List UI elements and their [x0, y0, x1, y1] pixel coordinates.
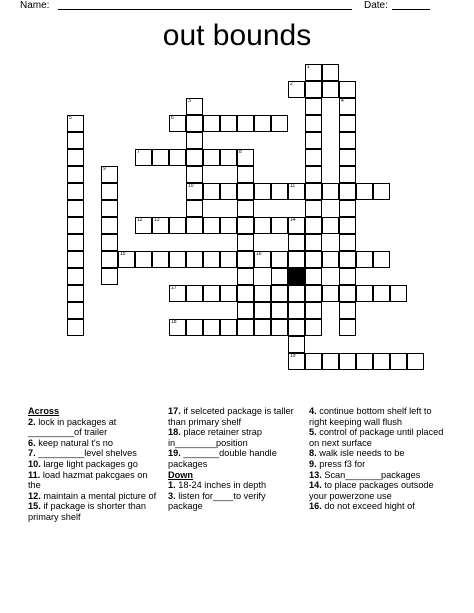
clue-item-text: listen for____to verify package — [168, 490, 266, 512]
clue-item-text: do not exceed hight of — [321, 501, 415, 512]
grid-cell[interactable] — [339, 200, 356, 217]
grid-cell[interactable] — [237, 183, 254, 200]
grid-cell[interactable] — [339, 319, 356, 336]
clue-item-number: 14. — [309, 480, 322, 491]
clue-item-number: 19. — [168, 448, 181, 459]
grid-cell[interactable] — [305, 149, 322, 166]
grid-cell[interactable] — [237, 251, 254, 268]
grid-cell[interactable] — [67, 302, 84, 319]
grid-cell[interactable] — [220, 183, 237, 200]
grid-cell[interactable] — [237, 217, 254, 234]
grid-cell[interactable] — [67, 149, 84, 166]
grid-cell[interactable] — [67, 234, 84, 251]
clue-item-number: 12. — [28, 490, 41, 501]
clue-item — [309, 470, 449, 481]
clue-item-number: 10. — [28, 458, 41, 469]
clue-number: 14 — [290, 217, 296, 223]
grid-cell[interactable] — [152, 217, 169, 234]
black-cell — [288, 268, 305, 285]
clue-item — [168, 427, 302, 448]
grid-cell[interactable] — [288, 319, 305, 336]
clue-item-text: lock in packages at _________of trailer — [28, 416, 117, 438]
clue-item-text: walk isle needs to be — [316, 448, 405, 459]
clue-item — [28, 491, 160, 502]
grid-cell[interactable] — [322, 81, 339, 98]
clue-item-number: 16. — [309, 501, 322, 512]
grid-cell[interactable] — [271, 115, 288, 132]
grid-cell[interactable] — [186, 132, 203, 149]
grid-cell[interactable] — [271, 217, 288, 234]
grid-cell[interactable] — [356, 353, 373, 370]
grid-cell[interactable] — [407, 353, 424, 370]
clue-number: 6 — [171, 115, 174, 121]
clue-number: 10 — [188, 183, 194, 189]
grid-cell[interactable] — [339, 183, 356, 200]
grid-cell[interactable] — [220, 285, 237, 302]
clue-item — [168, 491, 302, 512]
clue-item-text: place retainer strap in________position — [168, 427, 262, 448]
grid-cell[interactable] — [186, 217, 203, 234]
grid-cell[interactable] — [305, 98, 322, 115]
grid-cell[interactable] — [101, 217, 118, 234]
grid-cell[interactable] — [67, 166, 84, 183]
grid-cell[interactable] — [305, 183, 322, 200]
clue-item-number: 8. — [309, 448, 317, 459]
grid-cell[interactable] — [67, 319, 84, 336]
grid-cell[interactable] — [203, 115, 220, 132]
grid-cell[interactable] — [339, 217, 356, 234]
grid-cell[interactable] — [254, 302, 271, 319]
clue-number: 8 — [239, 149, 242, 155]
grid-cell[interactable] — [101, 234, 118, 251]
clue-item-number: 11. — [28, 469, 41, 480]
grid-cell[interactable] — [67, 285, 84, 302]
grid-cell[interactable] — [186, 200, 203, 217]
clue-number: 7 — [137, 149, 140, 155]
grid-cell[interactable] — [288, 285, 305, 302]
date-label: Date: — [364, 0, 388, 11]
grid-cell[interactable] — [322, 353, 339, 370]
grid-cell[interactable] — [339, 149, 356, 166]
grid-cell[interactable] — [203, 285, 220, 302]
grid-cell[interactable] — [67, 132, 84, 149]
grid-cell[interactable] — [135, 251, 152, 268]
grid-cell[interactable] — [305, 234, 322, 251]
clue-item — [168, 480, 302, 491]
clue-item-text: 18-24 inches in depth — [175, 480, 267, 491]
grid-cell[interactable] — [322, 285, 339, 302]
clue-item-text: keep natural t's no — [35, 437, 114, 448]
grid-cell[interactable] — [135, 149, 152, 166]
clue-item-number: 18. — [168, 427, 181, 438]
grid-cell[interactable] — [101, 200, 118, 217]
clue-number: 16 — [256, 251, 262, 257]
grid-cell[interactable] — [169, 149, 186, 166]
clue-item-text: control of package until placed on next surface — [309, 427, 444, 448]
grid-cell[interactable] — [373, 353, 390, 370]
grid-cell[interactable] — [101, 251, 118, 268]
grid-cell[interactable] — [271, 251, 288, 268]
clue-item — [309, 480, 449, 501]
grid-cell[interactable] — [271, 183, 288, 200]
grid-cell[interactable] — [101, 166, 118, 183]
clue-item — [28, 448, 160, 459]
grid-cell[interactable] — [288, 302, 305, 319]
grid-cell[interactable] — [305, 268, 322, 285]
clues-column-3 — [309, 406, 449, 512]
grid-cell[interactable] — [101, 183, 118, 200]
grid-cell[interactable] — [254, 251, 271, 268]
grid-cell[interactable] — [339, 115, 356, 132]
clue-item-number: 13. — [309, 469, 322, 480]
grid-cell[interactable] — [186, 166, 203, 183]
grid-cell[interactable] — [339, 166, 356, 183]
clue-item-number: 1. — [168, 480, 176, 491]
grid-cell[interactable] — [288, 81, 305, 98]
grid-cell[interactable] — [220, 149, 237, 166]
clue-item-number: 17. — [168, 406, 181, 416]
grid-cell[interactable] — [305, 302, 322, 319]
grid-cell[interactable] — [67, 217, 84, 234]
grid-cell[interactable] — [288, 353, 305, 370]
clue-number: 9 — [103, 166, 106, 172]
grid-cell[interactable] — [254, 217, 271, 234]
grid-cell[interactable] — [186, 251, 203, 268]
grid-cell[interactable] — [237, 115, 254, 132]
grid-cell[interactable] — [169, 115, 186, 132]
clue-item-text: press f3 for — [316, 458, 366, 469]
clue-item-number: 9. — [309, 458, 317, 469]
clue-number: 5 — [69, 115, 72, 121]
grid-cell[interactable] — [237, 285, 254, 302]
clue-item-text: Scan_______packages — [321, 469, 421, 480]
grid-cell[interactable] — [118, 251, 135, 268]
grid-cell[interactable] — [288, 183, 305, 200]
clue-item — [168, 406, 302, 427]
clue-item-text: continue bottom shelf left to right keeping wall flush — [309, 406, 432, 427]
grid-cell[interactable] — [169, 217, 186, 234]
clue-number: 18 — [171, 319, 177, 325]
grid-cell[interactable] — [305, 64, 322, 81]
clue-item-text: if selceted package is taller than primary shelf — [168, 406, 294, 427]
grid-cell[interactable] — [271, 285, 288, 302]
grid-cell[interactable] — [390, 285, 407, 302]
grid-cell[interactable] — [203, 183, 220, 200]
grid-cell[interactable] — [356, 251, 373, 268]
grid-cell[interactable] — [356, 183, 373, 200]
grid-cell[interactable] — [169, 251, 186, 268]
name-label: Name: — [20, 0, 50, 11]
grid-cell[interactable] — [220, 217, 237, 234]
clue-item-number: 5. — [309, 427, 317, 438]
clue-item-number: 4. — [309, 406, 317, 416]
grid-cell[interactable] — [220, 115, 237, 132]
clue-item-number: 3. — [168, 490, 176, 501]
grid-cell[interactable] — [288, 234, 305, 251]
grid-cell[interactable] — [339, 353, 356, 370]
clue-item — [168, 448, 302, 469]
grid-cell[interactable] — [152, 149, 169, 166]
grid-cell[interactable] — [288, 336, 305, 353]
clue-item-text: large light packages go — [40, 458, 138, 469]
grid-cell[interactable] — [203, 319, 220, 336]
clue-item-number: 6. — [28, 437, 36, 448]
grid-cell[interactable] — [339, 81, 356, 98]
grid-cell[interactable] — [271, 319, 288, 336]
clue-number: 4 — [341, 98, 344, 104]
clue-number: 19 — [290, 353, 296, 359]
clue-number: 12 — [137, 217, 143, 223]
grid-cell[interactable] — [373, 251, 390, 268]
grid-cell[interactable] — [288, 251, 305, 268]
clue-item-text: _________level shelves — [35, 448, 137, 459]
grid-cell[interactable] — [305, 217, 322, 234]
grid-cell[interactable] — [169, 285, 186, 302]
grid-cell[interactable] — [254, 285, 271, 302]
grid-cell[interactable] — [169, 319, 186, 336]
clue-item-number: 2. — [28, 416, 36, 427]
grid-cell[interactable] — [339, 251, 356, 268]
down-heading: Down — [168, 469, 194, 480]
grid-cell[interactable] — [339, 268, 356, 285]
grid-cell[interactable] — [237, 149, 254, 166]
clue-item-text: if package is shorter than primary shelf — [28, 501, 146, 522]
clue-item — [309, 427, 449, 448]
clue-item — [28, 417, 160, 438]
grid-cell[interactable] — [237, 268, 254, 285]
clue-item-text: to place packages outsode your powerzone use — [309, 480, 434, 501]
grid-cell[interactable] — [186, 115, 203, 132]
grid-cell[interactable] — [305, 166, 322, 183]
grid-cell[interactable] — [373, 183, 390, 200]
clues-column-2 — [168, 406, 302, 512]
grid-cell[interactable] — [237, 166, 254, 183]
grid-cell[interactable] — [305, 251, 322, 268]
grid-cell[interactable] — [271, 268, 288, 285]
clue-item-text: load hazmat pakcgaes on the — [28, 469, 148, 491]
grid-cell[interactable] — [67, 200, 84, 217]
grid-cell[interactable] — [339, 234, 356, 251]
clue-item-number: 15. — [28, 501, 41, 512]
grid-cell[interactable] — [237, 200, 254, 217]
grid-cell[interactable] — [186, 183, 203, 200]
grid-cell[interactable] — [135, 217, 152, 234]
grid-cell[interactable] — [203, 251, 220, 268]
grid-cell[interactable] — [305, 353, 322, 370]
grid-cell[interactable] — [67, 268, 84, 285]
clue-item — [309, 459, 449, 470]
clues-column-1 — [28, 406, 160, 523]
clue-item — [309, 406, 449, 427]
puzzle-title: out bounds — [162, 19, 312, 52]
clue-item — [309, 501, 449, 512]
grid-cell[interactable] — [220, 251, 237, 268]
clue-item — [28, 470, 160, 491]
grid-cell[interactable] — [322, 251, 339, 268]
grid-cell[interactable] — [305, 200, 322, 217]
grid-cell[interactable] — [203, 217, 220, 234]
grid-cell[interactable] — [305, 81, 322, 98]
clue-number: 11 — [290, 183, 296, 189]
grid-cell[interactable] — [152, 251, 169, 268]
clue-number: 3 — [188, 98, 191, 104]
grid-cell[interactable] — [186, 149, 203, 166]
clue-item-text: _______double handle packages — [168, 448, 277, 469]
clue-number: 1 — [307, 64, 310, 70]
grid-cell[interactable] — [305, 319, 322, 336]
grid-cell[interactable] — [67, 115, 84, 132]
grid-cell[interactable] — [339, 132, 356, 149]
grid-cell[interactable] — [186, 319, 203, 336]
grid-cell[interactable] — [271, 302, 288, 319]
across-heading: Across — [28, 406, 60, 416]
grid-cell[interactable] — [305, 285, 322, 302]
clue-item — [28, 459, 160, 470]
grid-cell[interactable] — [186, 98, 203, 115]
clue-item-text: maintain a mental picture of — [40, 490, 157, 501]
grid-cell[interactable] — [322, 217, 339, 234]
grid-cell[interactable] — [220, 319, 237, 336]
grid-cell[interactable] — [254, 115, 271, 132]
grid-cell[interactable] — [339, 98, 356, 115]
grid-cell[interactable] — [254, 183, 271, 200]
clue-number: 13 — [154, 217, 160, 223]
grid-cell[interactable] — [339, 302, 356, 319]
grid-cell[interactable] — [322, 183, 339, 200]
clue-item — [309, 448, 449, 459]
grid-cell[interactable] — [305, 115, 322, 132]
grid-cell[interactable] — [237, 234, 254, 251]
grid-cell[interactable] — [254, 319, 271, 336]
grid-cell[interactable] — [67, 183, 84, 200]
grid-cell[interactable] — [288, 217, 305, 234]
grid-cell[interactable] — [373, 285, 390, 302]
grid-cell[interactable] — [101, 268, 118, 285]
clue-number: 2 — [290, 81, 293, 87]
clue-number: 17 — [171, 285, 177, 291]
grid-cell[interactable] — [356, 285, 373, 302]
grid-cell[interactable] — [322, 64, 339, 81]
clue-number: 15 — [120, 251, 126, 257]
grid-cell[interactable] — [186, 285, 203, 302]
clue-item — [28, 438, 160, 449]
grid-cell[interactable] — [67, 251, 84, 268]
grid-cell[interactable] — [390, 353, 407, 370]
grid-cell[interactable] — [339, 285, 356, 302]
grid-cell[interactable] — [237, 319, 254, 336]
clue-item — [28, 501, 160, 522]
grid-cell[interactable] — [305, 132, 322, 149]
grid-cell[interactable] — [203, 149, 220, 166]
grid-cell[interactable] — [237, 302, 254, 319]
clue-item-number: 7. — [28, 448, 36, 459]
